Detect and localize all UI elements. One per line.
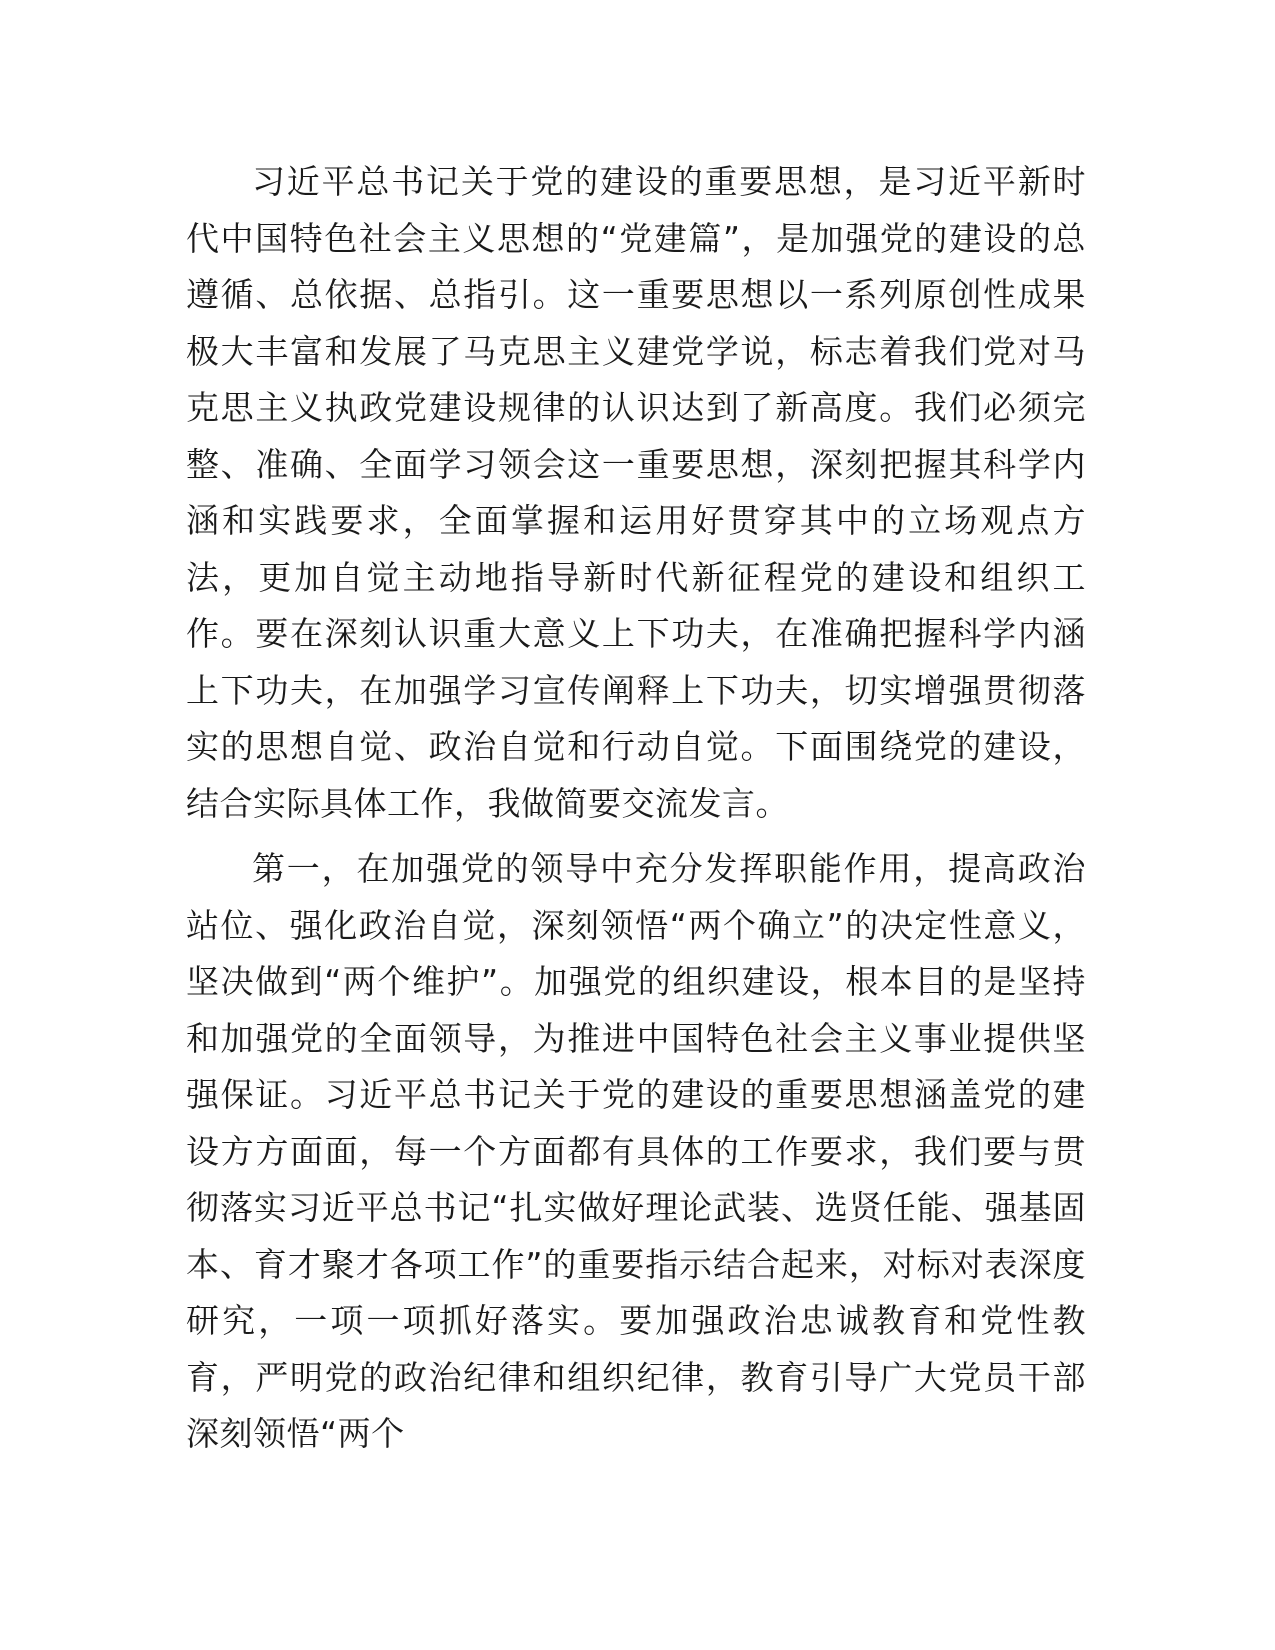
paragraph-first-point: 第一，在加强党的领导中充分发挥职能作用，提高政治站位、强化政治自觉，深刻领悟“两个确立”的决定性意义，坚决做到“两个维护”。加强党的组织建设，根本目的是坚持和加强党的全面领导，为推进中国特色社会主义事业提供坚强保证。习近平总书记关于党的建设的重要思想涵盖党的建设方方面面，每一个方面都有具体的工作要求，我们要与贯彻落实习近平总书记“扎实做好理论武装、选贤任能、强基固本、育才聚才各项工作”的重要指示结合起来，对标对表深度研究，一项一项抓好落实。要加强政治忠诚教育和党性教育，严明党的政治纪律和组织纪律，教育引导广大党员干部深刻领悟“两个	[186, 849, 1086, 1453]
document-body	[186, 154, 1086, 1463]
paragraph-intro: 习近平总书记关于党的建设的重要思想，是习近平新时代中国特色社会主义思想的“党建篇”，是加强党的建设的总遵循、总依据、总指引。这一重要思想以一系列原创性成果极大丰富和发展了马克思主义建党学说，标志着我们党对马克思主义执政党建设规律的认识达到了新高度。我们必须完整、准确、全面学习领会这一重要思想，深刻把握其科学内涵和实践要求，全面掌握和运用好贯穿其中的立场观点方法，更加自觉主动地指导新时代新征程党的建设和组织工作。要在深刻认识重大意义上下功夫，在准确把握科学内涵上下功夫，在加强学习宣传阐释上下功夫，切实增强贯彻落实的思想自觉、政治自觉和行动自觉。下面围绕党的建设，结合实际具体工作，我做简要交流发言。	[186, 162, 1086, 823]
